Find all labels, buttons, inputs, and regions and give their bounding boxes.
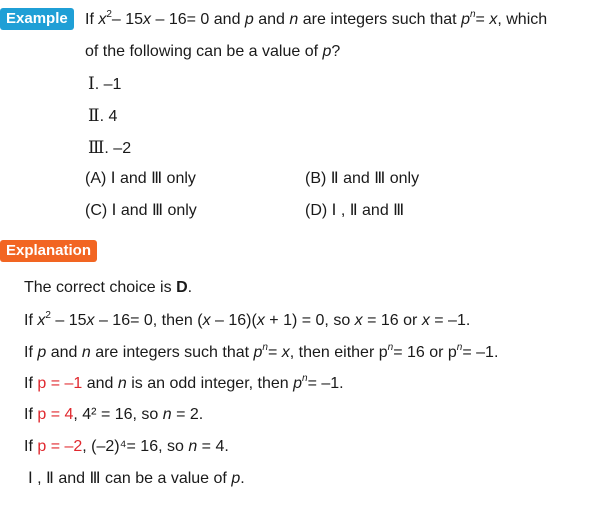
explanation-line-4 [24, 405, 203, 425]
explanation-text: , (–2)⁴= 16, so [82, 438, 189, 455]
choice-d[interactable]: (D) Ⅰ , Ⅱ and Ⅲ [305, 202, 405, 219]
question-line-2 [85, 42, 340, 62]
question-text: – 15 [111, 11, 144, 28]
question-text: ? [331, 43, 341, 60]
correct-letter: D [176, 279, 188, 296]
explanation-text: = –1. [462, 344, 499, 361]
explanation-text: = 4. [197, 438, 229, 455]
var-n: n [162, 406, 172, 423]
explanation-text: + 1) = 0, so [264, 312, 355, 329]
explanation-text: The correct choice is [24, 279, 177, 296]
var-x: x [489, 11, 498, 28]
var-x: x [86, 312, 95, 329]
explanation-text: If [24, 312, 38, 329]
var-n: n [188, 438, 198, 455]
statement-2 [88, 106, 117, 127]
explanation-text: = 2. [171, 406, 204, 423]
explanation-text: = [267, 344, 282, 361]
roman-numeral: Ⅲ [88, 138, 105, 157]
var-p: p [461, 11, 470, 28]
roman-numeral: Ⅱ [88, 106, 100, 125]
explanation-line-3 [24, 374, 344, 394]
explanation-text: If [24, 438, 38, 455]
exponent: 2 [45, 309, 51, 321]
exponent: n [456, 341, 463, 353]
explanation-text: , then either p [289, 344, 388, 361]
statement-3 [88, 138, 131, 159]
var-p: p [231, 470, 241, 487]
var-n: n [117, 375, 127, 392]
var-x: x [202, 312, 211, 329]
correct-choice-line [24, 278, 192, 298]
question-text: If [85, 11, 99, 28]
question-text: , which [497, 11, 548, 28]
exponent: n [387, 341, 394, 353]
explanation-line-1 [24, 311, 470, 331]
exponent: n [302, 372, 308, 384]
question-line-1 [85, 10, 547, 30]
choice-b[interactable]: (B) Ⅱ and Ⅲ only [305, 170, 420, 187]
explanation-text: If [24, 375, 38, 392]
question-text: = [475, 11, 490, 28]
question-text: of the following can be a value of [85, 43, 323, 60]
exponent: n [469, 8, 476, 20]
explanation-text: = 16 or [362, 312, 422, 329]
var-p: p [322, 43, 332, 60]
explanation-text: , 4² = 16, so [73, 406, 163, 423]
var-x: x [256, 312, 265, 329]
statement-value: . –1 [94, 76, 122, 93]
statement-1 [88, 74, 121, 95]
explanation-text: If [24, 344, 38, 361]
explanation-text: – 16= 0, then ( [94, 312, 203, 329]
explanation-text: . [187, 279, 193, 296]
var-p: p [244, 11, 254, 28]
roman-numeral: Ⅰ [88, 74, 95, 93]
var-x: x [281, 344, 290, 361]
var-n: n [81, 344, 91, 361]
explanation-text: = –1. [429, 312, 471, 329]
explanation-text: – 16)( [210, 312, 257, 329]
statement-value: . 4 [99, 108, 118, 125]
explanation-text: = 16 or p [393, 344, 457, 361]
explanation-line-6 [28, 469, 245, 489]
explanation-text: are integers such that [90, 344, 254, 361]
explanation-text: and [46, 344, 82, 361]
highlighted-value: p = 4 [37, 406, 74, 423]
var-p: p [37, 344, 47, 361]
statement-value: . –2 [104, 140, 132, 157]
explanation-text: – 15 [50, 312, 87, 329]
explanation-text: If [24, 406, 38, 423]
var-x: x [98, 11, 107, 28]
explanation-text: = –1. [307, 375, 344, 392]
var-x: x [354, 312, 363, 329]
highlighted-value: p = –2 [37, 438, 83, 455]
var-p: p [293, 375, 303, 392]
example-badge: Example [0, 8, 74, 30]
question-text: – 16= 0 and [151, 11, 245, 28]
highlighted-value: p = –1 [37, 375, 83, 392]
var-x: x [421, 312, 430, 329]
choice-c[interactable]: (C) Ⅰ and Ⅲ only [85, 202, 197, 219]
explanation-text: is an odd integer, then [126, 375, 294, 392]
explanation-badge: Explanation [0, 240, 97, 262]
exponent: 2 [106, 8, 112, 20]
question-text: and [253, 11, 290, 28]
explanation-text: Ⅰ , Ⅱ and Ⅲ can be a value of [28, 470, 232, 487]
var-p: p [253, 344, 263, 361]
explanation-line-5 [24, 437, 229, 457]
exponent: n [262, 341, 268, 353]
explanation-text: . [240, 470, 245, 487]
explanation-text: and [82, 375, 118, 392]
question-text: are integers such that [298, 11, 462, 28]
choice-a[interactable]: (A) Ⅰ and Ⅲ only [85, 170, 196, 187]
var-x: x [37, 312, 46, 329]
var-x: x [143, 11, 152, 28]
explanation-line-2 [24, 343, 498, 363]
var-n: n [289, 11, 299, 28]
